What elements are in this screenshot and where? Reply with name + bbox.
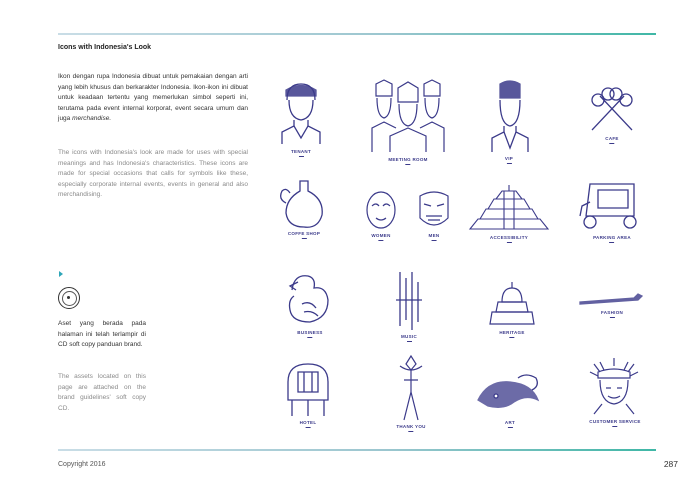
top-divider: [58, 33, 656, 35]
cafe-icon: [584, 86, 640, 134]
asset-note-english: The assets located on this page are attached on the brand guidelines' soft copy CD.: [58, 373, 146, 412]
tenant-icon: [278, 76, 324, 144]
music-label: MUSIC: [401, 334, 417, 341]
asset-note-indonesian: Aset yang berada pada halaman ini telah terlampir di CD soft copy panduan brand.: [58, 320, 146, 348]
art-label: ART: [505, 420, 515, 427]
accessibility-label: ACCESSIBILITY: [490, 235, 528, 242]
heritage-label: HERITAGE: [499, 330, 524, 337]
customer-service-icon: [586, 356, 642, 416]
customer-service-label: CUSTOMER SERVICE: [589, 419, 640, 426]
meeting-room-icon: [370, 76, 446, 152]
section-marker-icon: [59, 271, 63, 277]
accessibility-icon: [466, 183, 552, 231]
merchandise-emphasis: merchandise.: [72, 115, 112, 122]
hotel-label: HOTEL: [300, 420, 317, 427]
fashion-icon: [578, 290, 644, 306]
women-label: WOMEN: [371, 233, 390, 240]
hotel-icon: [284, 362, 332, 416]
meeting-room-label: MEETING ROOM: [388, 157, 427, 164]
coffee-shop-icon: [278, 177, 330, 229]
men-icon: [416, 188, 452, 232]
men-label: MEN: [429, 233, 440, 240]
cafe-label: CAFE: [605, 136, 618, 143]
heritage-icon: [486, 280, 538, 326]
vip-icon: [490, 76, 530, 152]
business-icon: [282, 270, 332, 326]
art-icon: [474, 370, 544, 416]
page-title: Icons with Indonesia's Look: [58, 44, 152, 51]
description-indonesian: Ikon dengan rupa Indonesia dibuat untuk pemakaian dengan arti yang lebih khusus dan berkarakter Indonesia. Ikon-ikon ini dibuat untuk keadaan tertentu yang memerlukan simbol seperti ini, terutama pada event internal korporat, event secara umum dan juga merchandise.: [58, 73, 248, 122]
thank-you-icon: [396, 352, 426, 422]
description-english: The icons with Indonesia's look are made for uses with special meanings and has Indonesia's characteristics. These icons are made for special occasions that calls for symbols like these, especially corporate internal events, events in general and also merchandising.: [58, 149, 248, 198]
fashion-label: FASHION: [601, 310, 623, 317]
page-number: 287: [663, 459, 678, 469]
thank-you-label: THANK YOU: [396, 424, 425, 431]
parking-area-icon: [578, 180, 642, 232]
copyright: Copyright 2016: [58, 461, 106, 468]
parking-area-label: PARKING AREA: [593, 235, 631, 242]
business-label: BUSINESS: [297, 330, 322, 337]
bottom-divider: [58, 449, 656, 451]
coffee-shop-label: COFFE SHOP: [288, 231, 320, 238]
women-icon: [364, 190, 398, 230]
tenant-label: TENANT: [291, 149, 311, 156]
cd-disc-icon: [58, 287, 80, 309]
music-icon: [394, 270, 424, 332]
vip-label: VIP: [505, 156, 513, 163]
